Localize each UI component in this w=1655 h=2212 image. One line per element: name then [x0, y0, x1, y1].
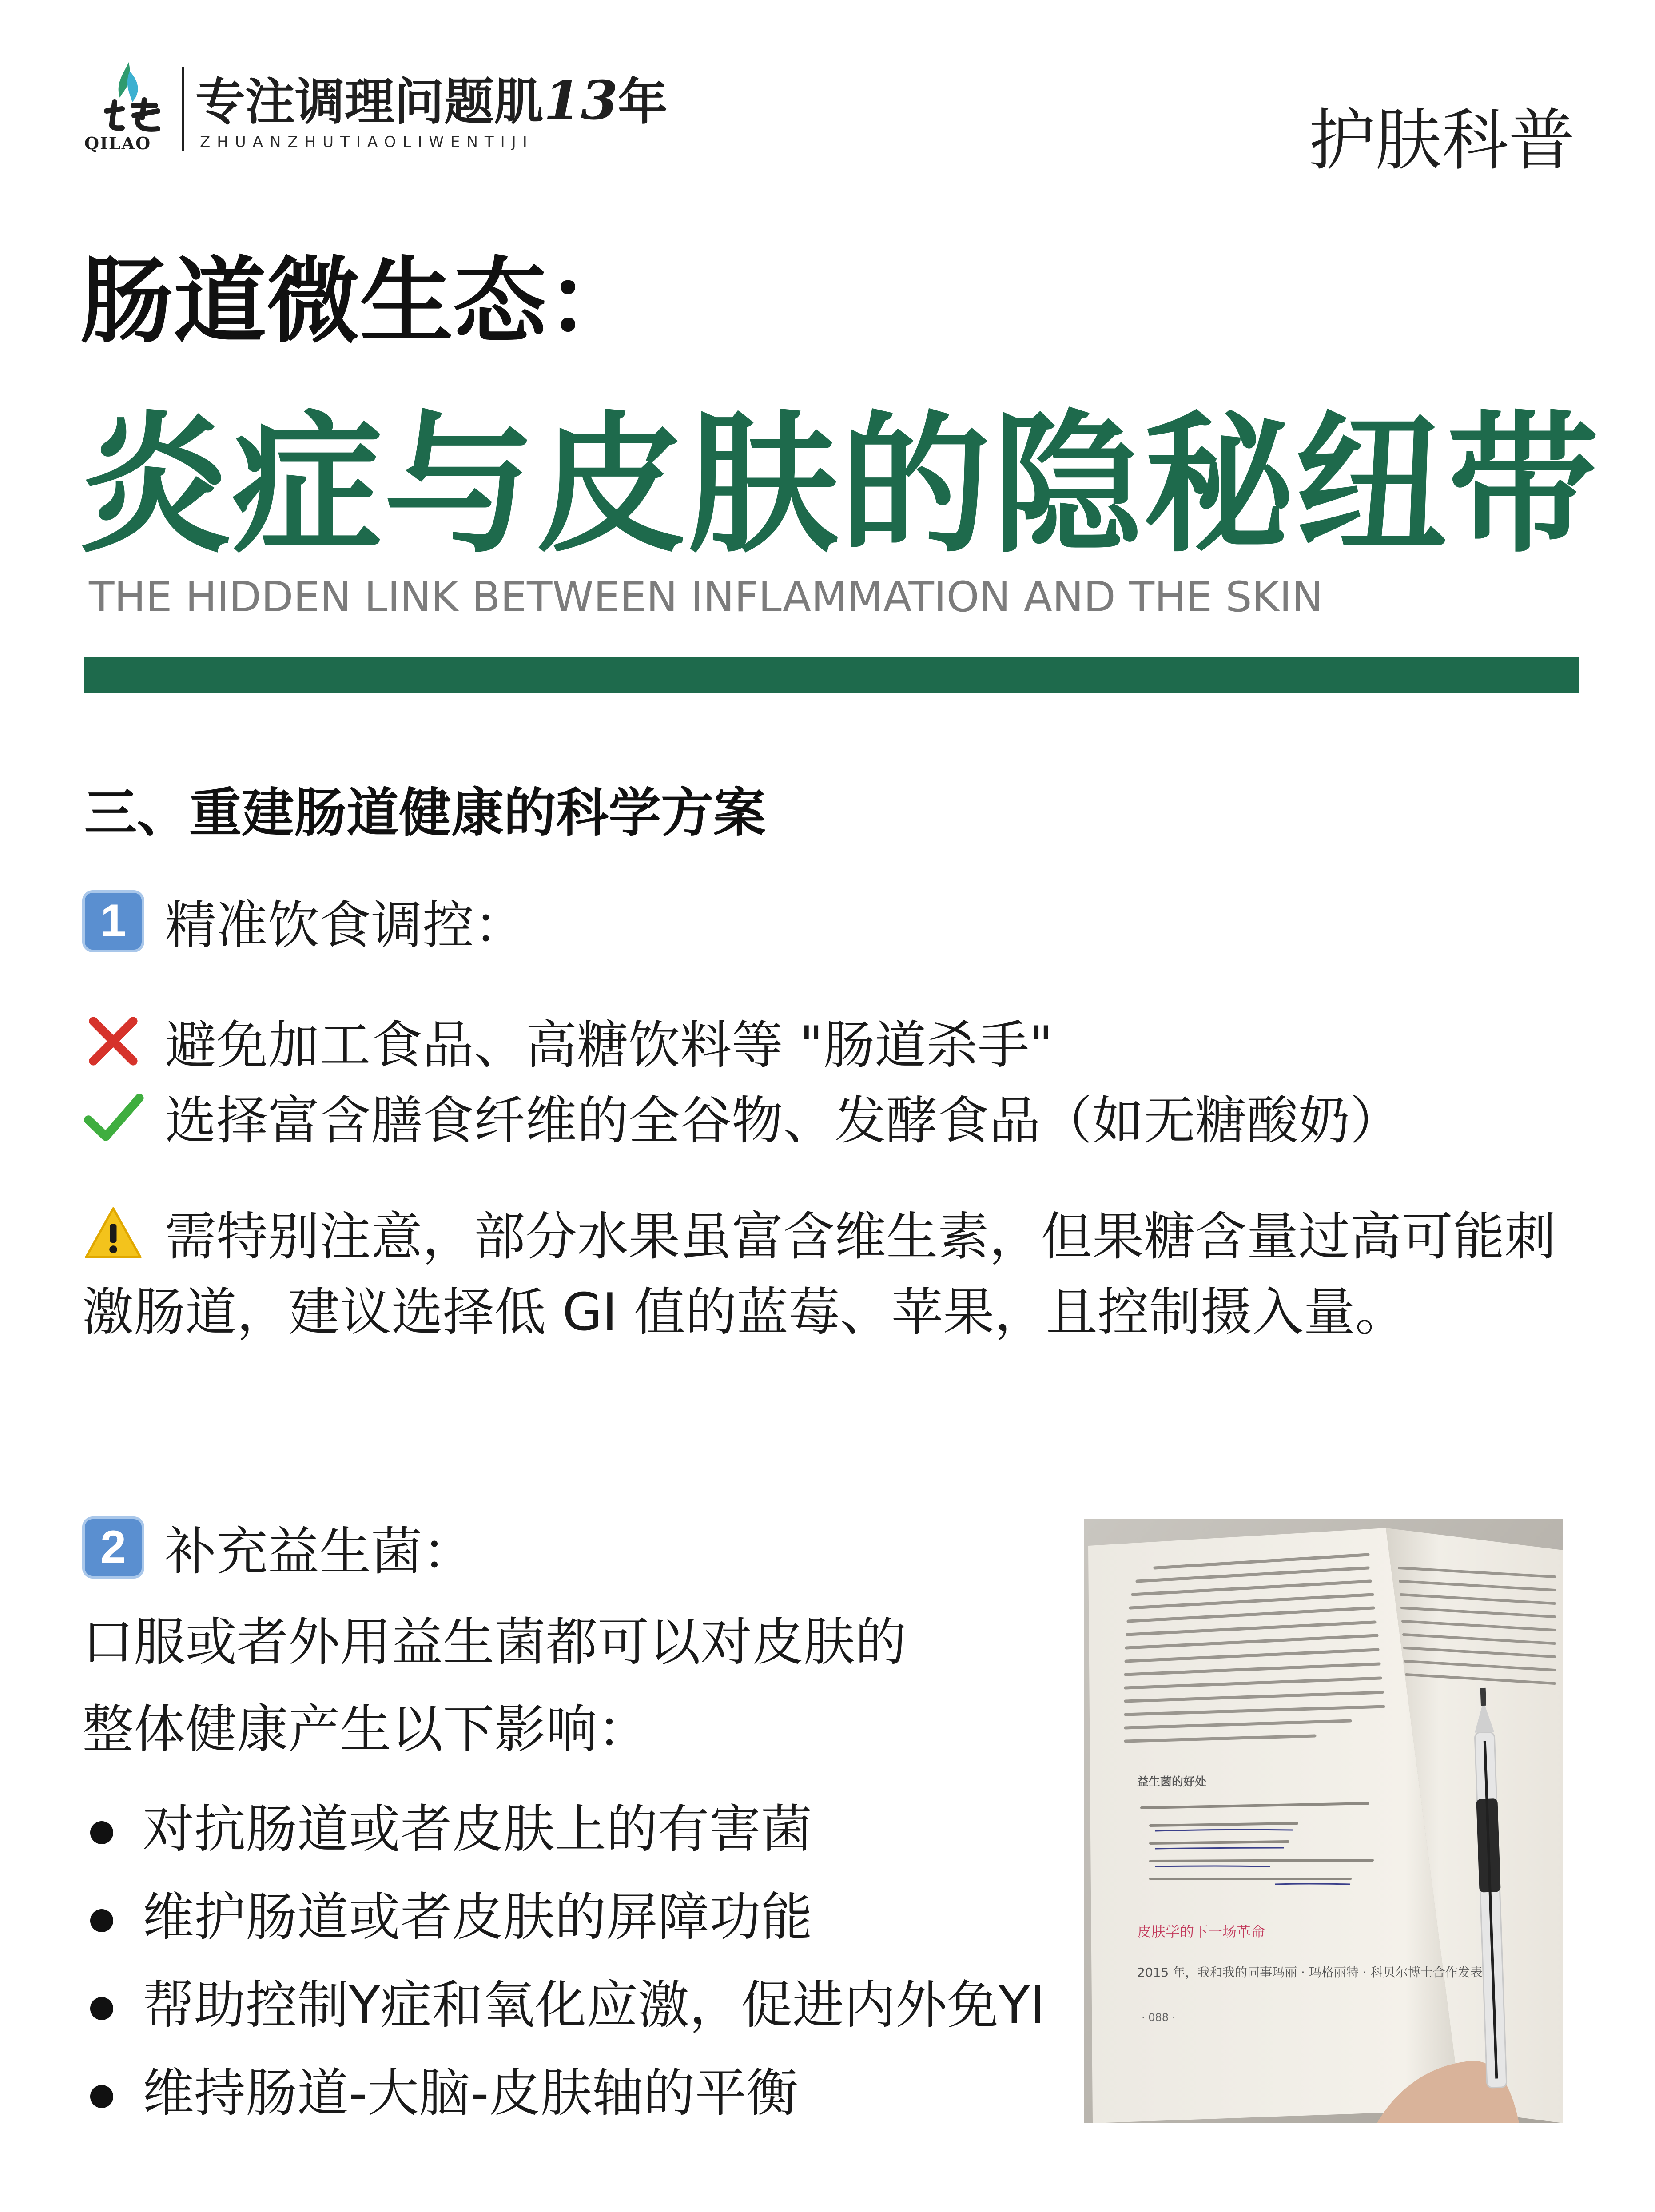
warning-icon: [82, 1205, 144, 1261]
list-item: 维持肠道-大脑-皮肤轴的平衡: [82, 2049, 1045, 2137]
warning-note-line1: 需特别注意，部分水果虽富含维生素，但果糖含量过高可能刺: [165, 1207, 1556, 1267]
logo-divider: [182, 67, 184, 151]
slogan-prefix: 专注调理问题肌: [195, 73, 544, 131]
item1-heading: [82, 884, 525, 958]
red-cross-icon: [82, 1010, 144, 1072]
warning-note: [82, 1199, 1592, 1350]
list-item: 维护肠道或者皮肤的屏障功能: [82, 1874, 1045, 1961]
bullet-dot-icon: [90, 1821, 113, 1844]
number-badge-1: 1: [82, 890, 144, 952]
book-photo: [1084, 1519, 1563, 2123]
choose-line: [82, 1079, 1401, 1154]
book-subheading: 皮肤学的下一场革命: [1137, 1923, 1265, 1940]
choose-text: 选择富含膳食纤维的全谷物、发酵食品（如无糖酸奶）: [165, 1091, 1401, 1151]
page-title: 肠道微生态：: [80, 247, 640, 356]
page-subtitle: 炎症与皮肤的隐秘纽带: [80, 398, 1599, 573]
logo-name: QILAO: [84, 133, 151, 153]
category-label: 护肤科普: [1308, 102, 1575, 179]
book-line: 2015 年，我和我的同事玛丽 · 玛格丽特 · 科贝尔博士合作发表: [1137, 1965, 1483, 1980]
probiotic-intro-line1: 口服或者外用益生菌都可以对皮肤的: [82, 1612, 907, 1672]
number-badge-2: 2: [82, 1516, 144, 1579]
section-heading: 三、重建肠道健康的科学方案: [84, 782, 766, 843]
probiotic-intro-line2: 整体健康产生以下影响：: [82, 1699, 649, 1759]
slogan: [195, 62, 668, 134]
slogan-suffix: 年: [618, 73, 668, 131]
bullet-dot-icon: [90, 1909, 113, 1932]
avoid-line: [82, 1004, 1053, 1078]
english-subtitle: THE HIDDEN LINK BETWEEN INFLAMMATION AND THE SKIN: [89, 573, 1323, 621]
list-item: 对抗肠道或者皮肤上的有害菌: [82, 1786, 1045, 1874]
warning-note-line2: 激肠道，建议选择低 GI 值的蓝莓、苹果，且控制摄入量。: [82, 1282, 1407, 1342]
slogan-years: 13: [544, 69, 618, 132]
item1-title: 精准饮食调控：: [165, 895, 525, 955]
book-inset-title: 益生菌的好处: [1137, 1775, 1207, 1789]
item2-title: 补充益生菌：: [165, 1522, 474, 1582]
avoid-text: 避免加工食品、高糖饮料等 "肠道杀手": [165, 1015, 1053, 1075]
item2-heading: [82, 1510, 474, 1584]
title-divider-bar: [84, 657, 1579, 693]
slogan-pinyin: ZHUANZHUTIAOLIWENTIJI: [200, 133, 534, 151]
book-page-number: · 088 ·: [1142, 2011, 1176, 2024]
probiotic-intro: [82, 1599, 907, 1773]
list-item: 帮助控制Y症和氧化应激，促进内外免YI: [82, 1961, 1045, 2049]
bullet-dot-icon: [90, 2085, 113, 2108]
benefit-list: [82, 1786, 1045, 2137]
green-check-icon: [82, 1086, 144, 1148]
bullet-dot-icon: [90, 1997, 113, 2020]
